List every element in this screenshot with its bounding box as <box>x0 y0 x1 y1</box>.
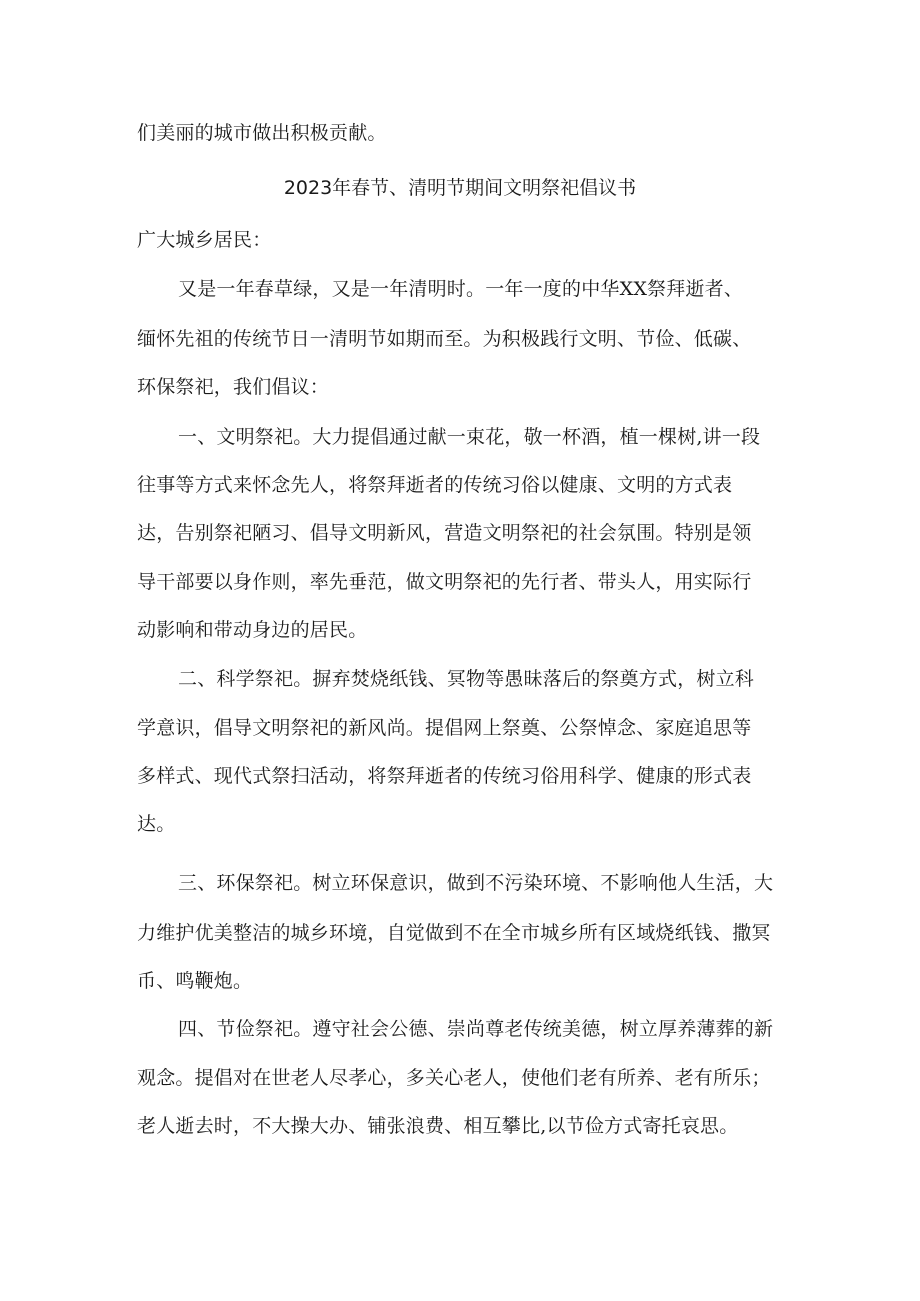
item2-line-1: 二、科学祭祀。摒弃焚烧纸钱、冥物等愚昧落后的祭奠方式，树立科 <box>178 668 755 690</box>
intro-line-1: 又是一年春草绿，又是一年清明时。一年一度的中华XX祭拜逝者、 <box>178 278 744 300</box>
item4-line-1: 四、节俭祭祀。遵守社会公德、崇尚尊老传统美德，树立厚养薄葬的新 <box>178 1018 774 1040</box>
intro-line-3: 环保祭祀，我们倡议： <box>137 376 330 398</box>
item2-line-4: 达。 <box>137 813 176 835</box>
item4-line-2: 观念。提倡对在世老人尽孝心，多关心老人，使他们老有所养、老有所乐； <box>137 1067 771 1089</box>
item1-line-3: 达，告别祭祀陋习、倡导文明新风，营造文明祭祀的社会氛围。特别是领 <box>137 522 752 544</box>
item1-line-2: 往事等方式来怀念先人，将祭拜逝者的传统习俗以健康、文明的方式表 <box>137 474 733 496</box>
document-title: 2023年春节、清明节期间文明祭祀倡议书 <box>283 177 637 199</box>
item4-line-3: 老人逝去时，不大操大办、铺张浪费、相互攀比,以节俭方式寄托哀思。 <box>137 1115 739 1137</box>
item1-line-5: 动影响和带动身边的居民。 <box>137 619 368 641</box>
item2-line-2: 学意识，倡导文明祭祀的新风尚。提倡网上祭奠、公祭悼念、家庭追思等 <box>137 717 752 739</box>
item3-line-2: 力维护优美整洁的城乡环境，自觉做到不在全市城乡所有区域烧纸钱、撒冥 <box>137 922 771 944</box>
carryover-line: 们美丽的城市做出积极贡献。 <box>137 122 387 144</box>
item3-line-3: 币、鸣鞭炮。 <box>137 970 253 992</box>
item1-line-1: 一、文明祭祀。大力提倡通过献一束花，敬一杯酒，植一棵树,讲一段 <box>178 426 761 448</box>
salutation: 广大城乡居民： <box>137 229 272 251</box>
item2-line-3: 多样式、现代式祭扫活动，将祭拜逝者的传统习俗用科学、健康的形式表 <box>137 765 752 787</box>
intro-line-2: 缅怀先祖的传统节日一清明节如期而至。为积极践行文明、节俭、低碳、 <box>137 328 752 350</box>
item3-line-1: 三、环保祭祀。树立环保意识，做到不污染环境、不影响他人生活，大 <box>178 872 774 894</box>
item1-line-4: 导干部要以身作则，率先垂范，做文明祭祀的先行者、带头人，用实际行 <box>137 571 752 593</box>
